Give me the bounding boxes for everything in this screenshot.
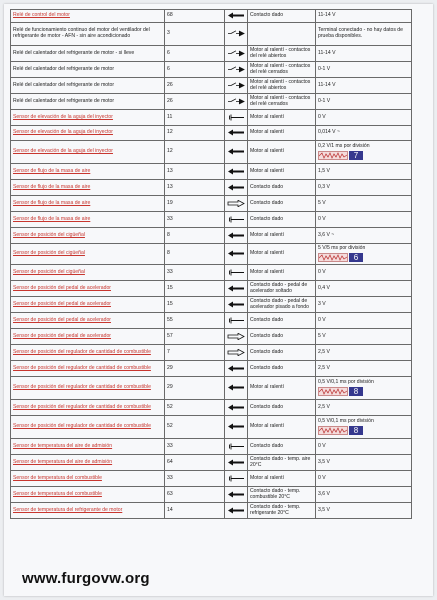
condition-cell: Motor al ralentí: [248, 164, 316, 180]
value-text: 3 V: [318, 300, 326, 307]
waveform-icon: [318, 387, 348, 396]
value-cell: [316, 94, 412, 110]
table-row: [11, 78, 412, 94]
arrow-left-icon: [225, 164, 248, 180]
condition-cell: Motor al ralentí - contactos del relé cerrados: [248, 62, 316, 78]
value-text: 3,5 V: [318, 458, 330, 465]
component-cell[interactable]: Sensor de flujo de la masa de aire: [11, 212, 165, 228]
component-cell[interactable]: Sensor de posición del regulador de cantidad de combustible: [11, 416, 165, 439]
pin-cell: 15: [165, 297, 225, 313]
value-cell: [316, 62, 412, 78]
table-row: [11, 313, 412, 329]
value-text: 2,5 V: [318, 364, 330, 371]
component-cell[interactable]: Sensor de posición del pedal de acelerador: [11, 313, 165, 329]
switch-arrow-icon: [225, 94, 248, 110]
pin-cell: 6: [165, 46, 225, 62]
pin-cell: 63: [165, 487, 225, 503]
switch-arrow-icon: [225, 46, 248, 62]
component-cell: Relé del calentador del refrigerante de motor: [11, 94, 165, 110]
condition-cell: Motor al ralentí: [248, 141, 316, 164]
table-row: [11, 265, 412, 281]
pin-cell: 13: [165, 180, 225, 196]
table-row: [11, 297, 412, 313]
value-cell: [316, 141, 412, 164]
value-text: 0,3 V: [318, 183, 330, 190]
value-text: 2,5 V: [318, 403, 330, 410]
switch-arrow-icon: [225, 62, 248, 78]
table-row: [11, 281, 412, 297]
table-row: [11, 94, 412, 110]
table-row: [11, 126, 412, 141]
value-cell: [316, 329, 412, 345]
condition-cell: Contacto dado: [248, 361, 316, 377]
table-row: [11, 244, 412, 265]
arrow-left-icon: [225, 180, 248, 196]
value-text: 11-14 V: [318, 81, 336, 88]
table-row: [11, 345, 412, 361]
pin-cell: 52: [165, 400, 225, 416]
table-row: [11, 377, 412, 400]
value-cell: [316, 164, 412, 180]
pin-cell: 14: [165, 503, 225, 519]
condition-cell: Motor al ralentí: [248, 126, 316, 141]
value-cell: [316, 455, 412, 471]
value-text: 5 V: [318, 199, 326, 206]
component-cell[interactable]: Sensor de temperatura del refrigerante de motor: [11, 503, 165, 519]
arrow-left-icon: [225, 400, 248, 416]
arrow-left-icon: [225, 416, 248, 439]
waveform-number: 8: [349, 426, 363, 435]
value-cell: [316, 400, 412, 416]
condition-cell: Contacto dado: [248, 180, 316, 196]
condition-cell: Contacto dado: [248, 313, 316, 329]
table-row: [11, 180, 412, 196]
table-row: [11, 164, 412, 180]
watermark-url: www.furgovw.org: [22, 570, 150, 587]
component-cell: Relé del calentador del refrigerante de motor: [11, 62, 165, 78]
component-cell[interactable]: Sensor de posición del regulador de cantidad de combustible: [11, 377, 165, 400]
value-text: 0 V: [318, 316, 326, 323]
value-cell: [316, 487, 412, 503]
pin-cell: 64: [165, 455, 225, 471]
value-text: 0,014 V ~: [318, 129, 340, 136]
pin-cell: 3: [165, 23, 225, 46]
component-cell[interactable]: Sensor de posición del regulador de cantidad de combustible: [11, 361, 165, 377]
value-cell: [316, 46, 412, 62]
value-cell: [316, 23, 412, 46]
condition-cell: Motor al ralentí: [248, 110, 316, 126]
pin-cell: 6: [165, 62, 225, 78]
component-cell: Relé del calentador del refrigerante de motor: [11, 78, 165, 94]
table-row: [11, 23, 412, 46]
ground-icon: [225, 313, 248, 329]
condition-cell: Contacto dado: [248, 10, 316, 23]
value-cell: [316, 196, 412, 212]
ground-icon: [225, 110, 248, 126]
table-row: [11, 471, 412, 487]
value-text: 5 V/5 ms por división: [318, 245, 366, 252]
component-cell[interactable]: Sensor de elevación de la aguja del inyector: [11, 141, 165, 164]
component-cell[interactable]: Sensor de flujo de la masa de aire: [11, 196, 165, 212]
pin-cell: 12: [165, 126, 225, 141]
component-cell[interactable]: Sensor de flujo de la masa de aire: [11, 164, 165, 180]
condition-cell: Contacto dado - temp. aire 20°C: [248, 455, 316, 471]
value-cell: [316, 377, 412, 400]
condition-cell: Contacto dado - temp. combustible 20°C: [248, 487, 316, 503]
condition-cell: Motor al ralentí: [248, 244, 316, 265]
waveform-icon: [318, 426, 348, 435]
condition-cell: Contacto dado: [248, 400, 316, 416]
component-cell[interactable]: Sensor de temperatura del combustible: [11, 487, 165, 503]
condition-cell: Contacto dado - temp. refrigerante 20°C: [248, 503, 316, 519]
pin-cell: 33: [165, 471, 225, 487]
value-cell: [316, 416, 412, 439]
arrow-right-icon: [225, 329, 248, 345]
arrow-left-icon: [225, 455, 248, 471]
component-cell[interactable]: Relé de control del motor: [11, 10, 165, 23]
pin-cell: 8: [165, 228, 225, 244]
condition-cell: Contacto dado: [248, 196, 316, 212]
pin-cell: 29: [165, 377, 225, 400]
component-cell[interactable]: Sensor de elevación de la aguja del inyector: [11, 126, 165, 141]
component-cell[interactable]: Sensor de posición del regulador de cantidad de combustible: [11, 345, 165, 361]
condition-cell: Motor al ralentí - contactos del relé abiertos: [248, 46, 316, 62]
component-cell[interactable]: Sensor de posición del regulador de cantidad de combustible: [11, 400, 165, 416]
condition-cell: Motor al ralentí: [248, 471, 316, 487]
condition-cell: Contacto dado - pedal de acelerador pisado a fondo: [248, 297, 316, 313]
component-cell[interactable]: Sensor de posición del cigüeñal: [11, 244, 165, 265]
table-row: [11, 329, 412, 345]
value-text: 0,4 V: [318, 284, 330, 291]
component-cell[interactable]: Sensor de temperatura del aire de admisión: [11, 455, 165, 471]
waveform-number: 6: [349, 253, 363, 262]
pin-cell: 11: [165, 110, 225, 126]
value-cell: [316, 228, 412, 244]
ground-icon: [225, 439, 248, 455]
pin-cell: 7: [165, 345, 225, 361]
value-text: 3,5 V: [318, 506, 330, 513]
condition-cell: Contacto dado: [248, 212, 316, 228]
value-cell: [316, 212, 412, 228]
component-cell[interactable]: Sensor de temperatura del aire de admisión: [11, 439, 165, 455]
value-text: 0,2 V/1 ms por división: [318, 143, 370, 150]
value-cell: [316, 345, 412, 361]
arrow-left-icon: [225, 281, 248, 297]
table-row: [11, 196, 412, 212]
document-page: [4, 4, 433, 596]
value-text: 0-1 V: [318, 65, 331, 72]
value-text: 3,6 V: [318, 490, 330, 497]
component-cell[interactable]: Sensor de temperatura del combustible: [11, 471, 165, 487]
waveform-number: 8: [349, 387, 363, 396]
arrow-left-icon: [225, 126, 248, 141]
component-cell: Relé del calentador del refrigerante de motor - si lleve: [11, 46, 165, 62]
value-cell: [316, 471, 412, 487]
table-row: [11, 361, 412, 377]
component-cell[interactable]: Sensor de posición del cigüeñal: [11, 265, 165, 281]
table-row: [11, 228, 412, 244]
oscilloscope-thumbnail[interactable]: [318, 151, 409, 160]
table-row: [11, 416, 412, 439]
value-cell: [316, 439, 412, 455]
value-text: 3,6 V ~: [318, 231, 335, 238]
pin-cell: 26: [165, 78, 225, 94]
value-cell: [316, 126, 412, 141]
table-row: [11, 10, 412, 23]
value-text: 0 V: [318, 113, 326, 120]
pin-test-table: [10, 9, 412, 519]
value-cell: [316, 244, 412, 265]
pin-cell: 8: [165, 244, 225, 265]
value-text: 0 V: [318, 442, 326, 449]
value-text: 11-14 V: [318, 12, 336, 19]
value-text: 2,5 V: [318, 348, 330, 355]
condition-cell: Contacto dado: [248, 439, 316, 455]
value-cell: [316, 78, 412, 94]
table-row: [11, 487, 412, 503]
pin-cell: 33: [165, 212, 225, 228]
pin-cell: 52: [165, 416, 225, 439]
arrow-left-icon: [225, 487, 248, 503]
value-text: 0-1 V: [318, 97, 331, 104]
condition-cell: Motor al ralentí: [248, 377, 316, 400]
condition-cell: Contacto dado: [248, 345, 316, 361]
value-cell: [316, 110, 412, 126]
condition-cell: Motor al ralentí: [248, 228, 316, 244]
arrow-left-icon: [225, 244, 248, 265]
pin-cell: 57: [165, 329, 225, 345]
ground-icon: [225, 471, 248, 487]
table-row: [11, 212, 412, 228]
waveform-number: 7: [349, 151, 363, 160]
condition-cell: [248, 23, 316, 46]
table-row: [11, 110, 412, 126]
pin-cell: 19: [165, 196, 225, 212]
condition-cell: Contacto dado - pedal de acelerador soltado: [248, 281, 316, 297]
value-cell: [316, 313, 412, 329]
component-cell[interactable]: Sensor de elevación de la aguja del inyector: [11, 110, 165, 126]
value-text: Terminal conectado - no hay datos de prueba disponibles.: [318, 27, 403, 39]
value-cell: [316, 503, 412, 519]
switch-arrow-icon: [225, 23, 248, 46]
table-row: [11, 62, 412, 78]
component-cell: Relé de funcionamiento continuo del motor del ventilador del refrigerante de motor - AFN - sin aire acondicionado: [11, 23, 165, 46]
value-text: 0,5 V/0,1 ms por división: [318, 418, 374, 425]
condition-cell: Motor al ralentí: [248, 416, 316, 439]
oscilloscope-thumbnail[interactable]: [318, 253, 409, 262]
value-cell: [316, 265, 412, 281]
value-text: 0 V: [318, 215, 326, 222]
pin-cell: 29: [165, 361, 225, 377]
pin-cell: 55: [165, 313, 225, 329]
pin-cell: 33: [165, 265, 225, 281]
value-text: 1,5 V: [318, 167, 330, 174]
waveform-icon: [318, 151, 348, 160]
condition-cell: Motor al ralentí: [248, 265, 316, 281]
condition-cell: Contacto dado: [248, 329, 316, 345]
value-cell: [316, 180, 412, 196]
value-text: 0,5 V/0,1 ms por división: [318, 379, 374, 386]
oscilloscope-thumbnail[interactable]: [318, 426, 409, 435]
component-cell[interactable]: Sensor de posición del pedal de acelerador: [11, 281, 165, 297]
value-cell: [316, 10, 412, 23]
component-cell[interactable]: Sensor de posición del cigüeñal: [11, 228, 165, 244]
table-row: [11, 141, 412, 164]
value-text: 0 V: [318, 474, 326, 481]
waveform-icon: [318, 253, 348, 262]
arrow-left-icon: [225, 377, 248, 400]
arrow-right-icon: [225, 196, 248, 212]
arrow-left-icon: [225, 361, 248, 377]
table-row: [11, 503, 412, 519]
pin-cell: 33: [165, 439, 225, 455]
component-cell[interactable]: Sensor de posición del pedal de acelerador: [11, 329, 165, 345]
arrow-left-icon: [225, 297, 248, 313]
condition-cell: Motor al ralentí - contactos del relé cerrados: [248, 94, 316, 110]
pin-cell: 68: [165, 10, 225, 23]
arrow-right-icon: [225, 345, 248, 361]
value-text: 5 V: [318, 332, 326, 339]
table-row: [11, 455, 412, 471]
ground-icon: [225, 265, 248, 281]
table-row: [11, 400, 412, 416]
arrow-left-icon: [225, 10, 248, 23]
arrow-left-icon: [225, 228, 248, 244]
component-cell[interactable]: Sensor de posición del pedal de acelerador: [11, 297, 165, 313]
value-cell: [316, 281, 412, 297]
arrow-left-icon: [225, 503, 248, 519]
component-cell[interactable]: Sensor de flujo de la masa de aire: [11, 180, 165, 196]
value-cell: [316, 361, 412, 377]
arrow-left-icon: [225, 141, 248, 164]
ground-icon: [225, 212, 248, 228]
table-row: [11, 46, 412, 62]
pin-cell: 12: [165, 141, 225, 164]
switch-arrow-icon: [225, 78, 248, 94]
pin-cell: 15: [165, 281, 225, 297]
pin-cell: 26: [165, 94, 225, 110]
condition-cell: Motor al ralentí - contactos del relé abiertos: [248, 78, 316, 94]
oscilloscope-thumbnail[interactable]: [318, 387, 409, 396]
value-cell: [316, 297, 412, 313]
value-text: 0 V: [318, 268, 326, 275]
pin-cell: 13: [165, 164, 225, 180]
value-text: 11-14 V: [318, 49, 336, 56]
table-row: [11, 439, 412, 455]
